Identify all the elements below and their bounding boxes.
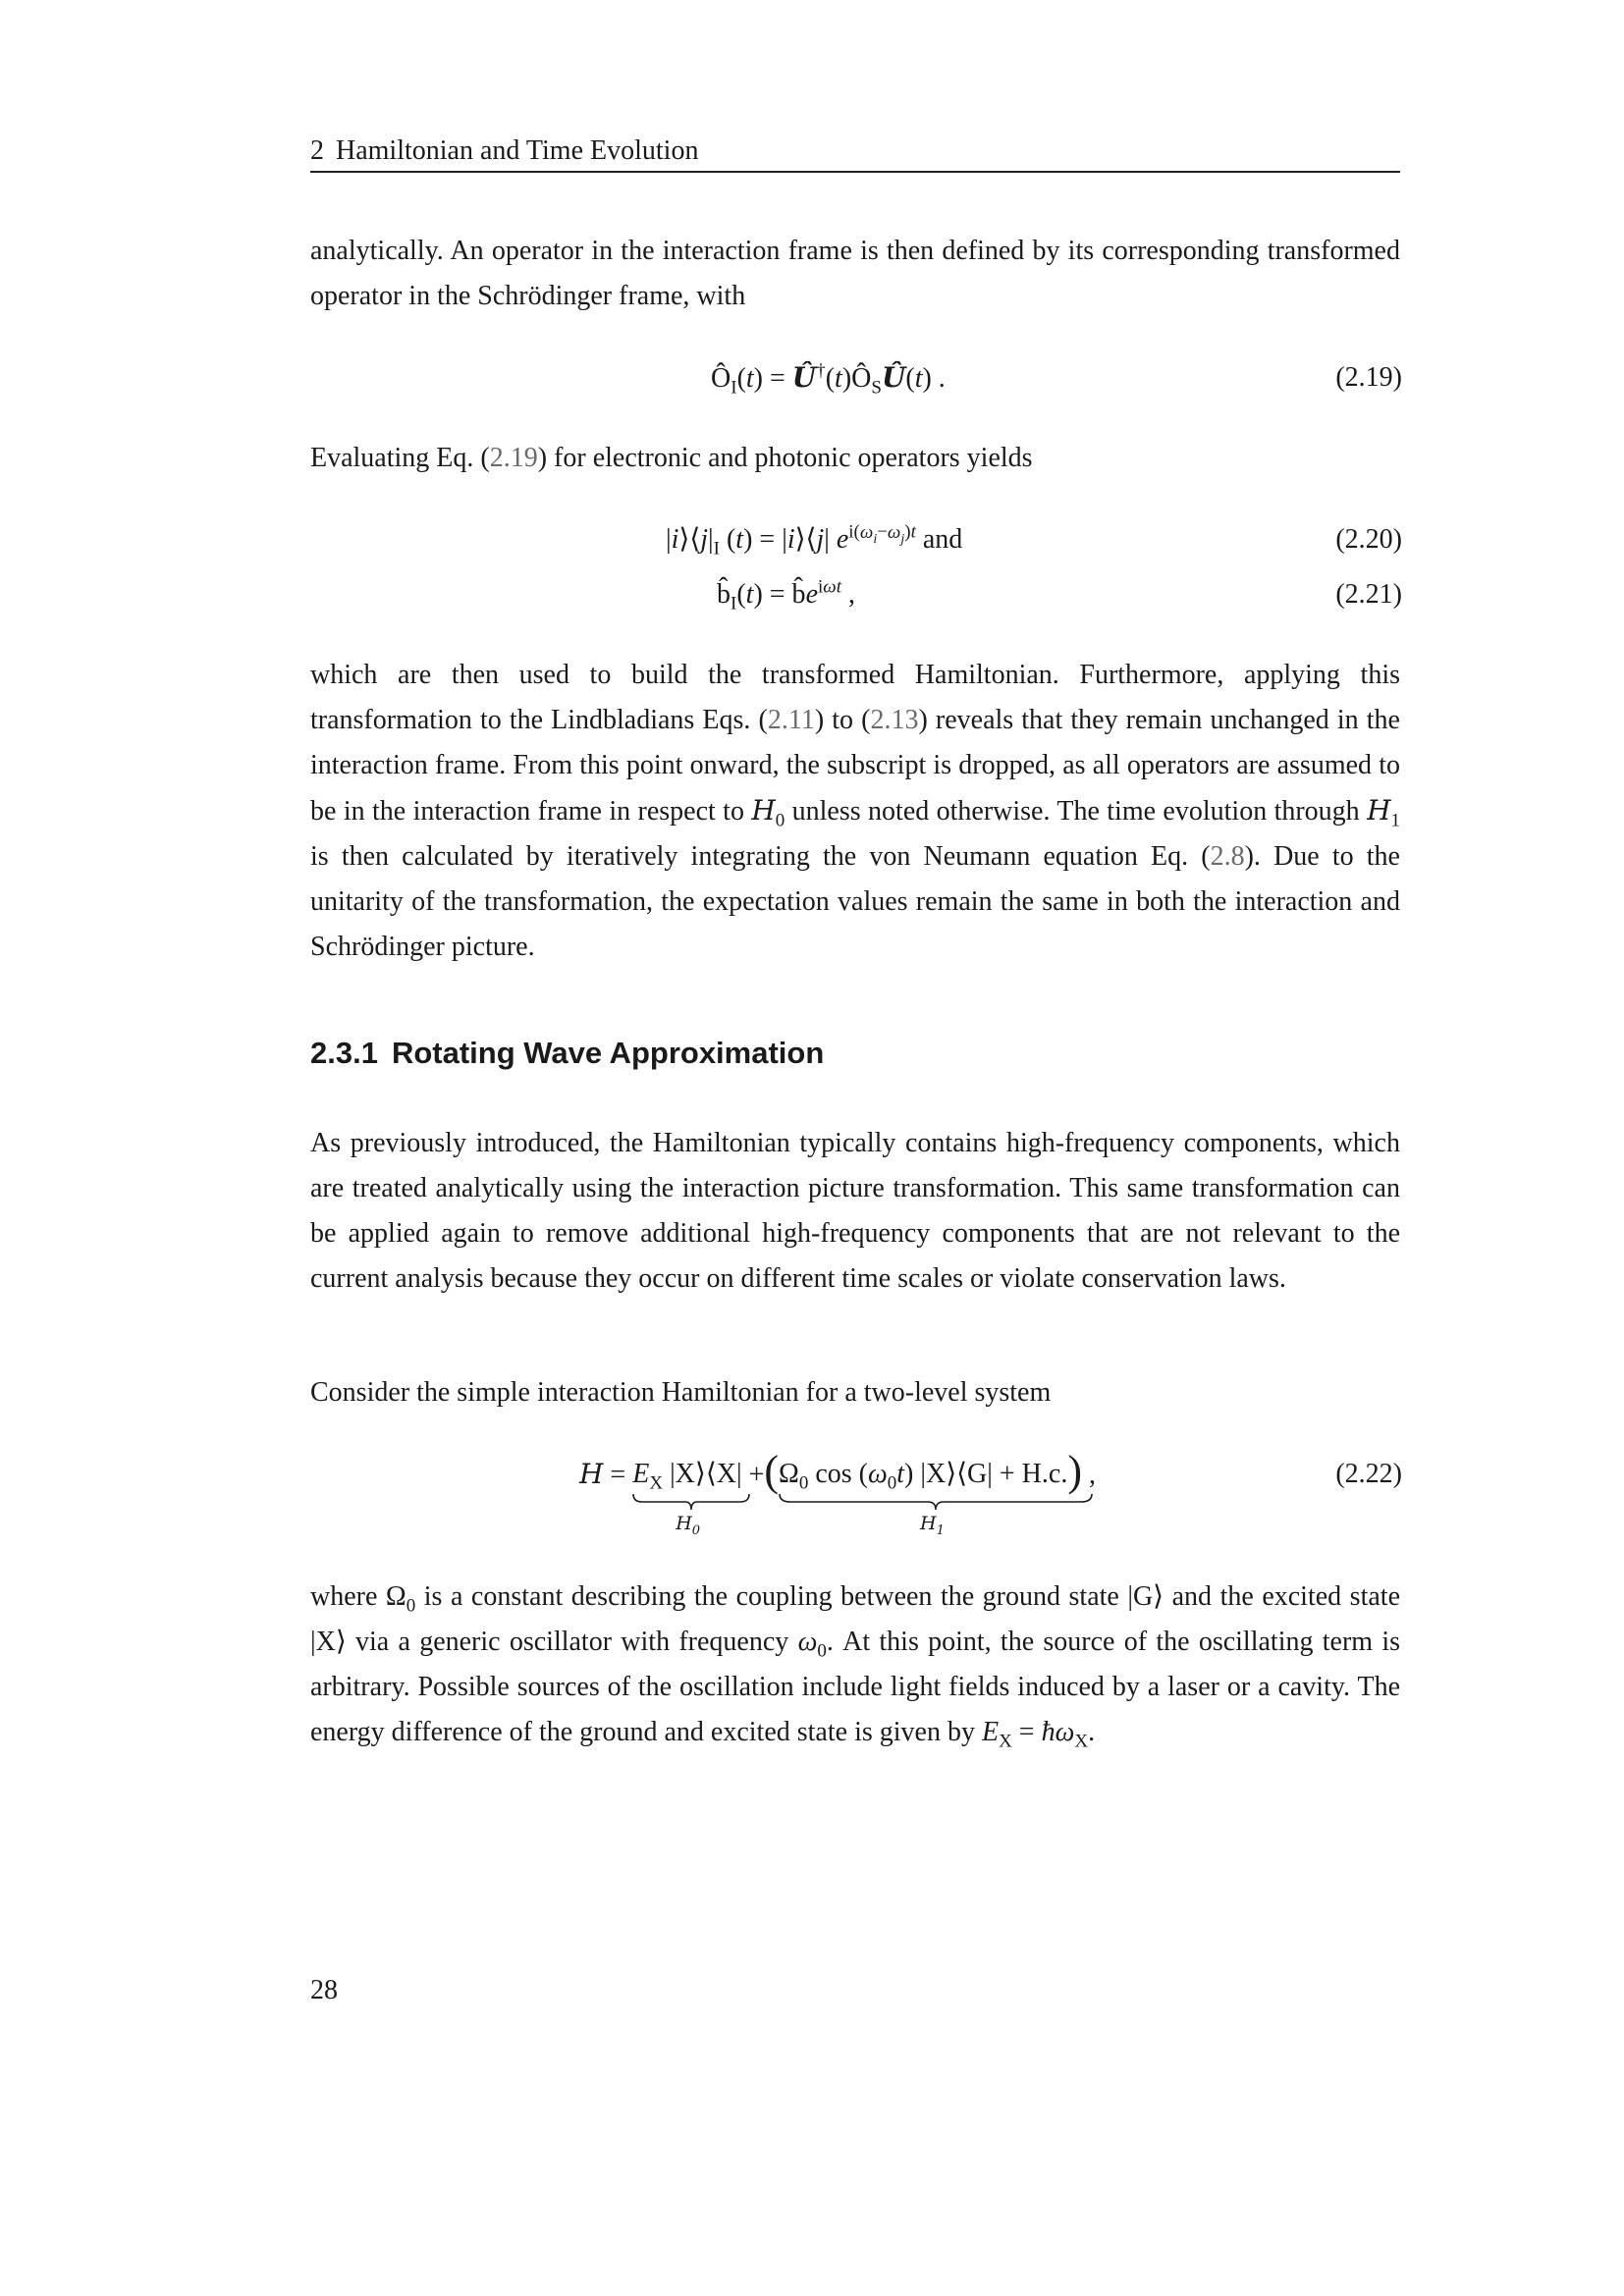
paragraph-intro: analytically. An operator in the interaction frame is then defined by its corresponding transformed operator in the Schrödinger frame, with xyxy=(310,236,1400,311)
equation-number-2-20: (2.20) xyxy=(1335,524,1402,555)
chapter-number: 2 xyxy=(310,135,324,166)
equation-2-20 xyxy=(310,515,1400,564)
equation-2-20-body: $|i⟩⟨j|_I$ (t) = |i⟩⟨j| $e^{i(\omega_i-\omega_j)t}$ and xyxy=(666,521,963,560)
underbrace-h0: $E_X$ |X⟩⟨X| $H_0$ xyxy=(632,1450,741,1499)
ref-eq-2-13[interactable]: 2.13 xyxy=(870,705,919,735)
ref-eq-2-19[interactable]: 2.19 xyxy=(489,443,538,473)
hermitian-conjugate: H.c. xyxy=(1021,1459,1068,1489)
underbrace-h1: $\Omega_0$ $\cos (\omega_0t)$ |X⟩⟨G| + H.c. $H_1$ xyxy=(779,1450,1067,1499)
equation-2-21 xyxy=(310,570,1400,619)
chapter-title: Hamiltonian and Time Evolution xyxy=(336,135,699,166)
paragraph-transformed-hamiltonian: which are then used to build the transformed Hamiltonian. Furthermore, applying this transformation to the Lindbladians Eqs. (2.11) to (2.13) reveals that they remain unchanged in the interaction frame. From this point onward, the subscript is dropped, as all operators are assumed to be in the interaction frame in respect to $H_0$ unless noted otherwise. The time evolution through $H_1$ is then calculated by iteratively integrating the von Neumann equation Eq. (2.8). Due to the unitarity of the transformation, the expectation values remain the same in both the interaction and Schrödinger picture. xyxy=(310,660,1400,962)
document-page xyxy=(310,0,1400,2296)
and-word: and xyxy=(922,524,963,555)
equation-2-21-body: $b̂_I(t)$ = $b̂e^{i\omega t}$ , xyxy=(717,576,855,614)
paragraph-consider: Consider the simple interaction Hamiltonian for a two-level system xyxy=(310,1377,1052,1408)
equation-number-2-19: (2.19) xyxy=(1335,362,1402,393)
underbrace-h0-shape xyxy=(632,1493,750,1511)
equation-2-19-body: $Ô_I(t)$ = $Û^\dagger(t)Ô_SÛ(t)$ . xyxy=(711,360,946,399)
ref-eq-2-11[interactable]: 2.11 xyxy=(767,705,815,735)
running-header xyxy=(310,133,1400,173)
underbrace-h1-shape xyxy=(779,1493,1093,1511)
equation-number-2-21: (2.21) xyxy=(1335,579,1402,610)
section-title: Rotating Wave Approximation xyxy=(391,1036,825,1070)
paragraph-rwa-intro: As previously introduced, the Hamiltonian typically contains high-frequency components, which are treated analytically using the interaction picture transformation. This same transformation can be applied again to remove additional high-frequency components that are not relevant to the current analysis because they occur on different time scales or violate conservation laws. xyxy=(310,1128,1400,1294)
page-number: 28 xyxy=(310,1975,338,2005)
equation-2-22-body: $H = E_X$ |X⟩⟨X| $H_0$ $+(\Omega_0$ $\cos (\omega_0t)$ |X⟩⟨G| + H.c. $H_1$ ) , xyxy=(579,1447,1096,1538)
equation-2-22 xyxy=(310,1447,1402,1558)
underbrace-label-h1: $H_1$ xyxy=(920,1513,945,1538)
equation-2-19 xyxy=(310,353,1400,402)
paragraph-where: where $\Omega_0$ is a constant describing the coupling between the ground state |G⟩ and the excited state |X⟩ via a generic oscillator with frequency $\omega_0$. At this point, the source of the oscillating term is arbitrary. Possible sources of the oscillation include light fields induced by a laser or a cavity. The energy difference of the ground and excited state is given by $E_X$ = $ħ\omega_X$. xyxy=(310,1581,1400,1752)
ref-eq-2-8[interactable]: 2.8 xyxy=(1210,841,1245,872)
section-heading xyxy=(310,1034,824,1073)
section-number: 2.3.1 xyxy=(310,1036,378,1070)
equation-number-2-22: (2.22) xyxy=(1335,1459,1402,1489)
paragraph-evaluating: Evaluating Eq. (2.19) for electronic and photonic operators yields xyxy=(310,443,1033,473)
underbrace-label-h0: $H_0$ xyxy=(676,1513,701,1538)
